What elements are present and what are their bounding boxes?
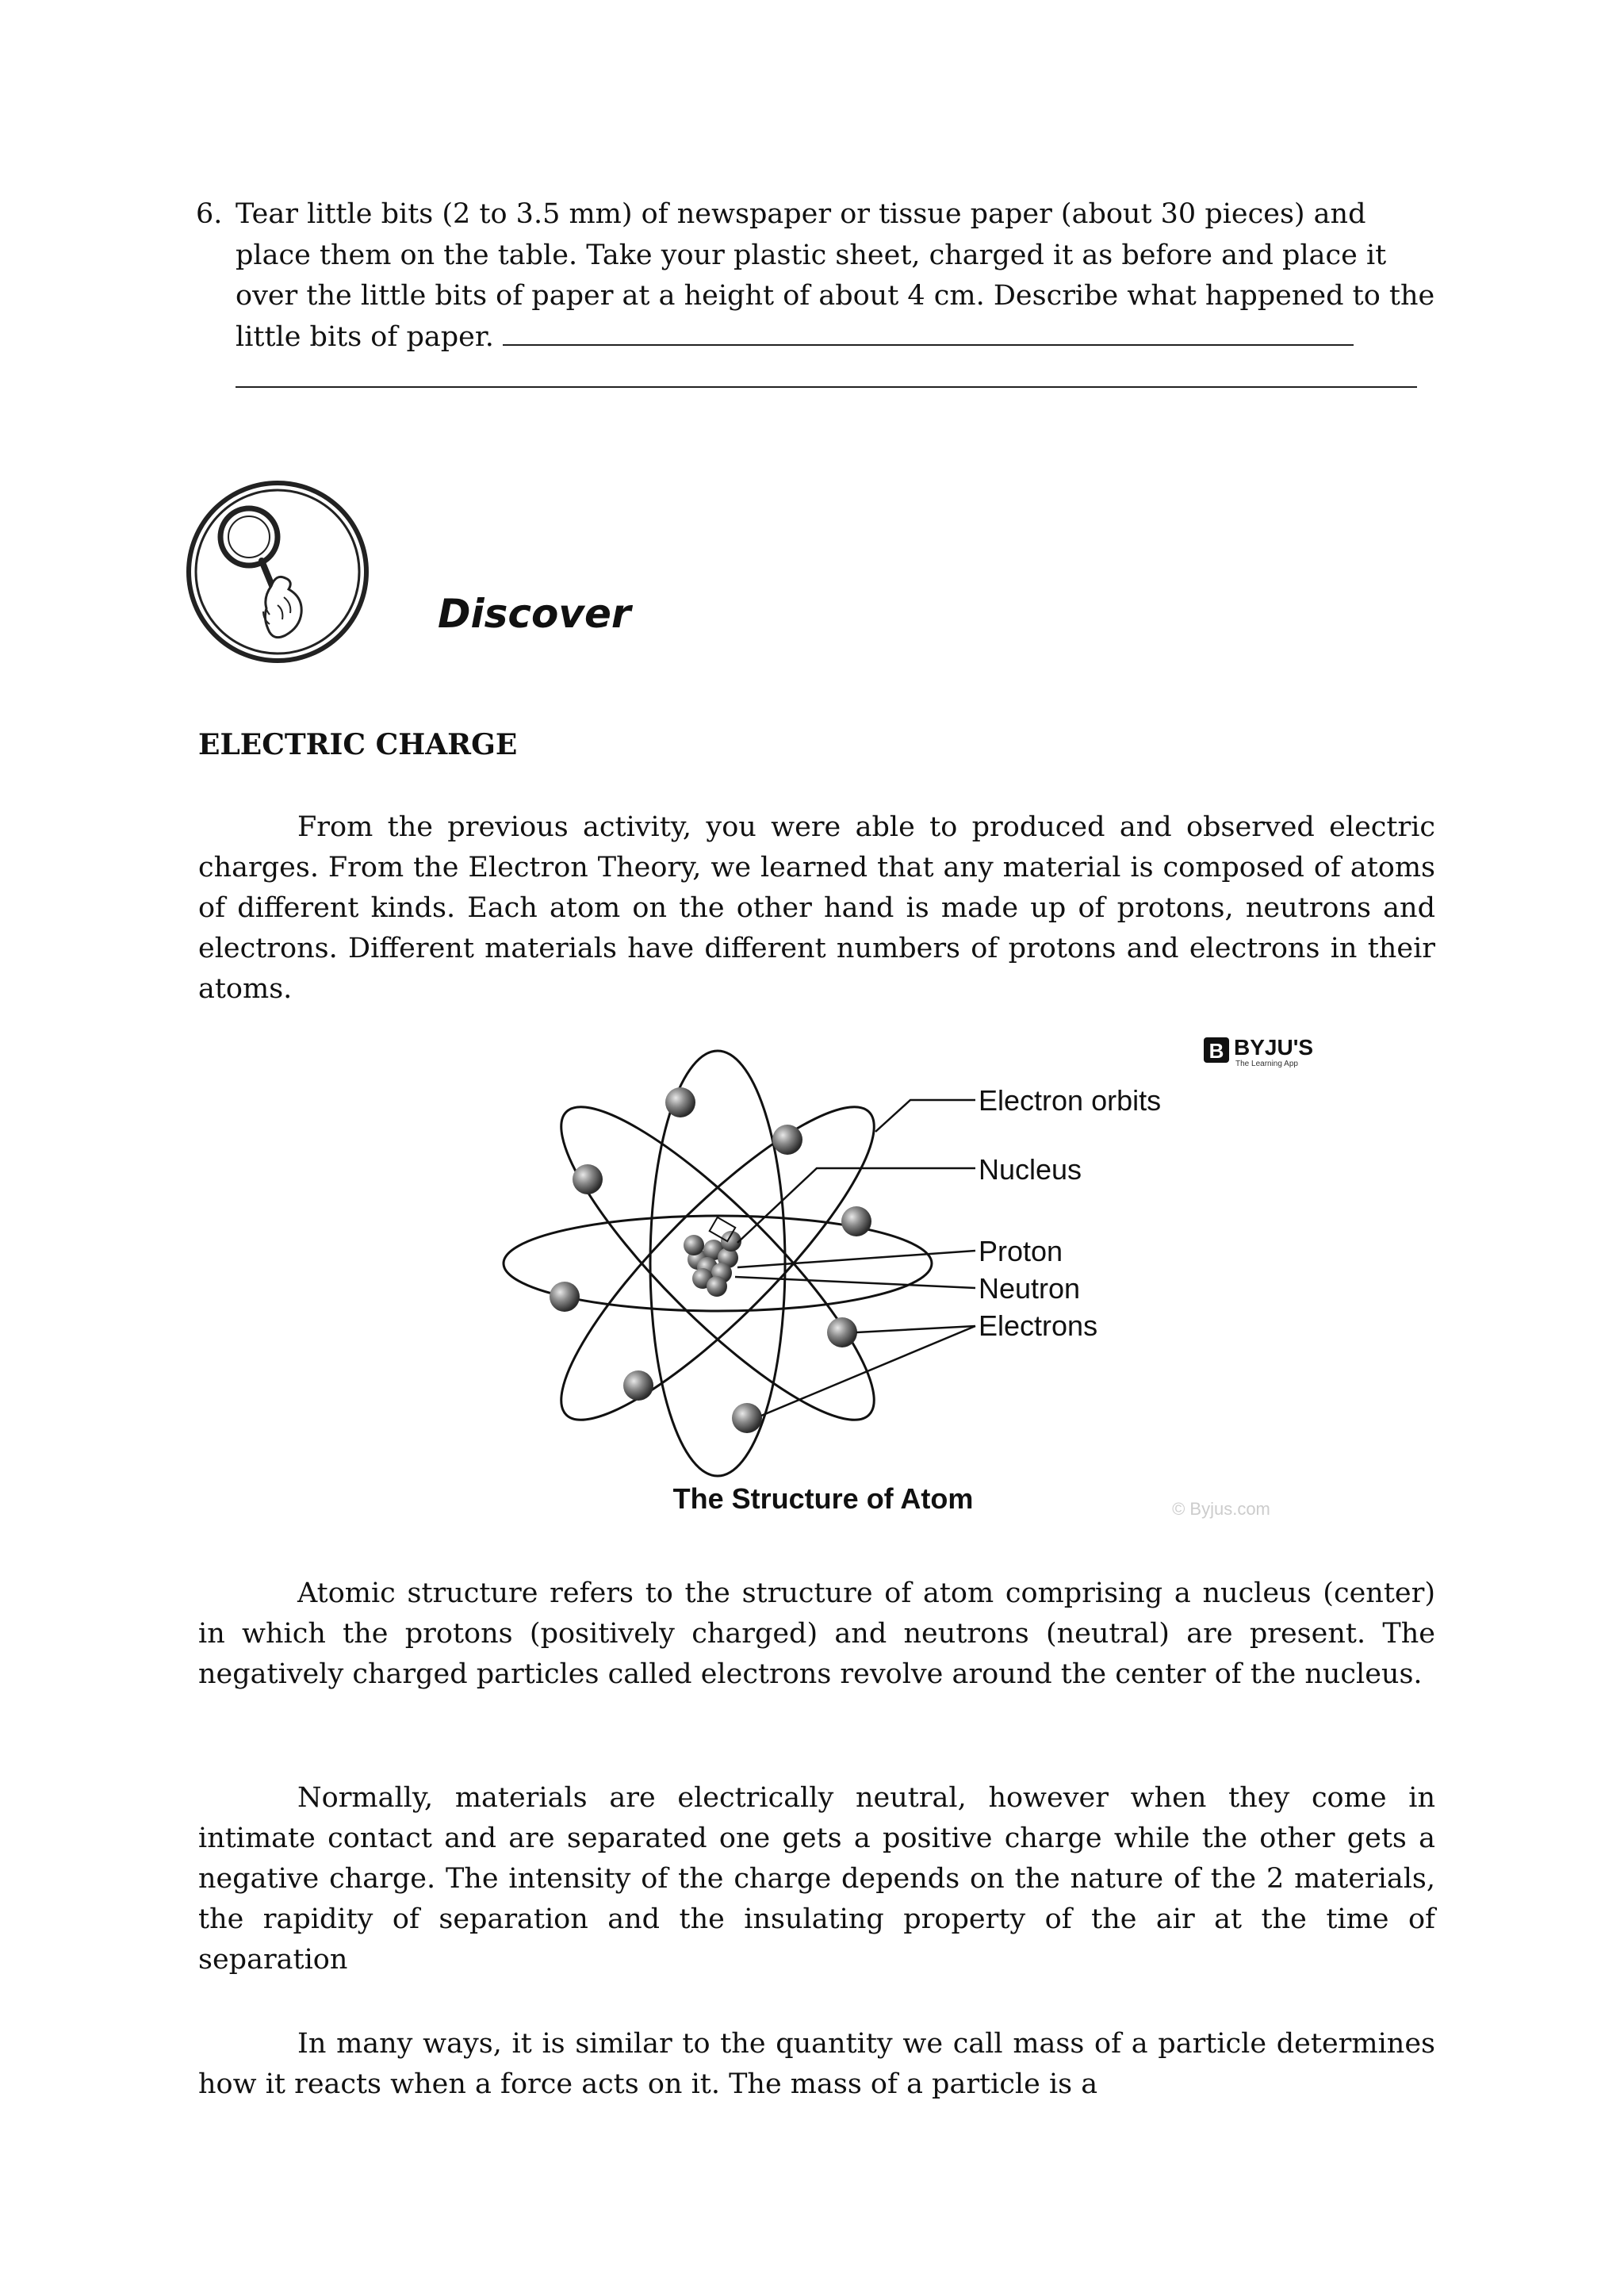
paragraph-1: From the previous activity, you were able to produced and observed electric charges. From the Electron Theory, we learned that any material is composed of atoms of different kinds. Each atom on the other hand is made up of protons, neutrons and electrons. Different materials have different numbers of protons and electrons in their atoms. — [198, 811, 1435, 1005]
byjus-logo-letter: B — [1208, 1039, 1224, 1063]
brand-name: BYJU'S — [1234, 1035, 1314, 1060]
answer-blank-inline[interactable] — [503, 320, 1354, 346]
question-6 — [196, 194, 1441, 358]
label-neutron: Neutron — [979, 1272, 1081, 1305]
electron — [772, 1125, 802, 1155]
label-electrons: Electrons — [979, 1309, 1098, 1342]
section-heading: ELECTRIC CHARGE — [198, 728, 518, 761]
electron — [665, 1087, 695, 1117]
watermark: © Byjus.com — [1172, 1499, 1270, 1519]
paragraph-4: In many ways, it is similar to the quantity we call mass of a particle determines how it reacts when a force acts on it. The mass of a particle is a — [198, 2028, 1435, 2100]
discover-title: Discover — [438, 591, 631, 637]
electron — [550, 1282, 580, 1312]
brand-tagline: The Learning App — [1235, 1060, 1298, 1068]
answer-blank-line[interactable] — [236, 386, 1417, 388]
figure-caption: The Structure of Atom — [672, 1482, 974, 1515]
byjus-logo — [1204, 1035, 1313, 1068]
electron — [841, 1206, 871, 1236]
electron — [732, 1403, 762, 1433]
label-proton: Proton — [979, 1235, 1063, 1267]
electron — [573, 1164, 603, 1194]
paragraph-2: Atomic structure refers to the structure of atom comprising a nucleus (center) in which the protons (positively charged) and neutrons (neutral) are present. The negatively charged particles called electrons revolve around the center of the nucleus. — [198, 1577, 1435, 1690]
paragraph-3: Normally, materials are electrically neutral, however when they come in intimate contact and are separated one gets a positive charge while the other gets a negative charge. The intensity of the charge depends on the nature of the 2 materials, the rapidity of separation and the insulating property of the air at the time of separation — [198, 1782, 1435, 1976]
question-text: Tear little bits (2 to 3.5 mm) of newspaper or tissue paper (about 30 pieces) and place them on the table. Take your plastic sheet, charged it as before and place it over the little bits of paper at a height of about 4 cm. Describe what happened to the little bits of paper. — [236, 198, 1435, 353]
electron — [827, 1317, 857, 1347]
magnifying-glass-icon — [184, 478, 374, 669]
label-nucleus: Nucleus — [979, 1153, 1082, 1186]
nucleus-cluster — [684, 1231, 741, 1297]
label-electron-orbits: Electron orbits — [979, 1084, 1162, 1117]
electron — [623, 1370, 653, 1401]
question-number: 6. — [196, 198, 223, 230]
atom-diagram — [476, 1015, 1348, 1531]
